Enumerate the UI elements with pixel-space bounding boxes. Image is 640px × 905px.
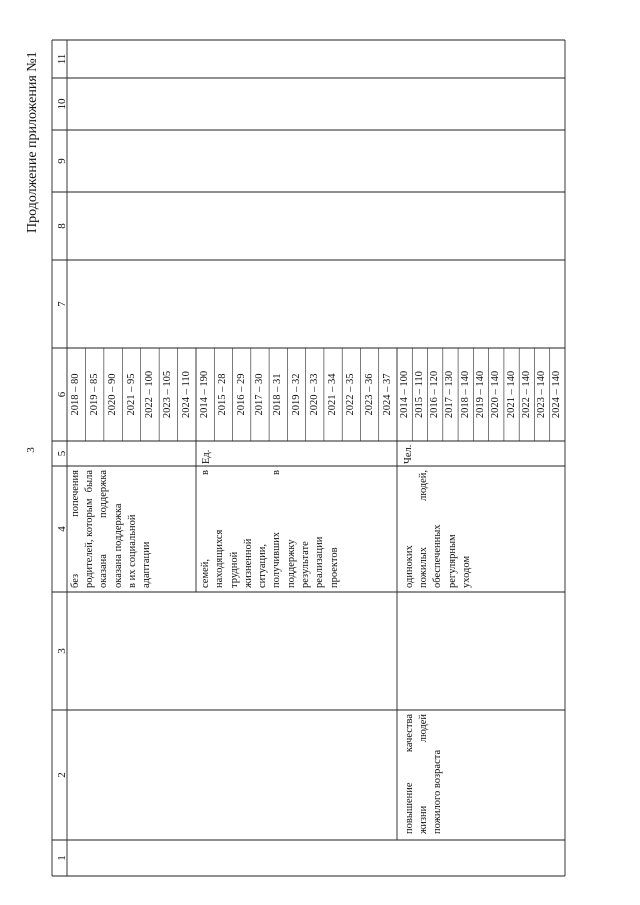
target-value-cell: 2019 – 85 (88, 373, 100, 416)
indicator-line (97, 470, 111, 588)
goal-line (417, 714, 431, 834)
column-number-4: 4 (56, 526, 68, 532)
indicator-line: реализации (314, 536, 326, 588)
indicator-word: в (200, 470, 211, 475)
target-value-cell: 2017 – 130 (444, 370, 456, 419)
column-number-11: 11 (56, 53, 68, 65)
indicator-line: в их социальной (126, 514, 138, 588)
target-value-cell: 2023 – 140 (536, 370, 548, 419)
indicator-line (83, 470, 97, 588)
target-value-cell: 2014 – 190 (199, 370, 211, 419)
target-value-cell: 2021 – 95 (125, 373, 137, 416)
continuation-title: Продолжение приложения №1 (25, 51, 40, 233)
indicator-word: поддержка (98, 470, 110, 519)
indicator-line: регулярным (446, 534, 458, 588)
indicator-word: пожилых (418, 546, 430, 588)
target-value-cell: 2016 – 29 (235, 373, 247, 416)
target-value-cell: 2019 – 140 (475, 370, 486, 419)
target-value-cell: 2022 – 100 (143, 370, 155, 419)
column-number-8: 8 (56, 223, 68, 229)
column-number-1: 1 (56, 855, 68, 861)
target-value-cell: 2020 – 90 (107, 373, 119, 416)
indicator-line: жизненной (242, 538, 254, 588)
indicator-word: людей, (418, 470, 430, 501)
row2-unit: Ед. (201, 449, 212, 464)
indicator-line: оказана поддержка (112, 503, 124, 588)
goal-line (403, 714, 417, 834)
goal-word: людей (418, 714, 430, 743)
target-value-cell: 2015 – 28 (217, 373, 229, 416)
column-number-5: 5 (56, 450, 68, 457)
goal-line: пожилого возраста (432, 749, 444, 834)
indicator-line: трудной (228, 551, 240, 588)
target-value-cell: 2018 – 80 (70, 373, 82, 416)
row3-unit: Чел. (403, 444, 414, 464)
target-value-cell: 2024 – 140 (551, 370, 563, 419)
column-number-6: 6 (56, 391, 68, 398)
target-value-cell: 2021 – 34 (327, 373, 339, 416)
indicator-line: находящихся (214, 529, 226, 588)
target-value-cell: 2022 – 35 (345, 373, 357, 416)
goal-word: повышение (404, 782, 415, 834)
page-number: 3 (24, 447, 37, 453)
column-number-10: 10 (56, 98, 68, 110)
indicator-line (69, 470, 83, 588)
indicator-line (199, 470, 213, 588)
column-number-7: 7 (56, 301, 68, 307)
rotated-table-area (0, 23, 580, 878)
indicator-line: проектов (328, 547, 340, 588)
target-value-cell: 2023 – 105 (162, 370, 174, 419)
indicator-word: попечения (70, 470, 81, 517)
indicator-line (270, 470, 284, 588)
indicator-word: оказана (98, 554, 110, 588)
table-grid (0, 23, 580, 878)
row3-goal (403, 714, 446, 834)
target-value-cell: 2023 – 36 (363, 373, 375, 416)
target-value-cell: 2021 – 140 (505, 370, 517, 419)
indicator-line: одиноких (404, 545, 415, 588)
target-value-cell: 2020 – 33 (308, 373, 320, 416)
target-value-cell: 2018 – 31 (272, 373, 284, 416)
indicator-line: поддержку (285, 539, 297, 588)
row1-indicator (69, 470, 154, 588)
target-value-cell: 2024 – 37 (381, 373, 393, 416)
indicator-line: адаптации (141, 541, 153, 588)
indicator-word: была (84, 470, 96, 493)
indicator-line: уходом (460, 555, 472, 588)
indicator-word: родителей, которым (84, 498, 96, 588)
target-value-cell: 2016 – 120 (429, 370, 441, 419)
goal-word: жизни (418, 805, 430, 834)
target-value-cell: 2024 – 110 (180, 371, 192, 418)
indicator-word: получивших (271, 531, 283, 588)
target-value-cell: 2014 – 100 (398, 370, 410, 419)
row2-indicator (199, 470, 342, 588)
target-value-cell: 2015 – 110 (413, 371, 425, 418)
target-value-cell: 2020 – 140 (490, 370, 502, 419)
column-number-2: 2 (56, 772, 68, 778)
target-value-cell: 2019 – 32 (290, 373, 302, 416)
target-value-cell: 2017 – 30 (253, 373, 265, 416)
indicator-word: без (70, 573, 81, 588)
indicator-word: семей, (200, 559, 211, 588)
indicator-line (417, 470, 431, 588)
column-number-9: 9 (56, 158, 68, 164)
row3-indicator (403, 470, 474, 588)
column-number-3: 3 (56, 648, 68, 654)
indicator-line: ситуации, (257, 544, 269, 588)
indicator-line: обеспеченных (432, 524, 444, 588)
target-value-cell: 2018 – 140 (459, 370, 471, 419)
indicator-word: в (271, 470, 283, 475)
indicator-line: результате (300, 541, 312, 588)
goal-word: качества (404, 714, 415, 753)
target-value-cell: 2022 – 140 (520, 370, 532, 419)
